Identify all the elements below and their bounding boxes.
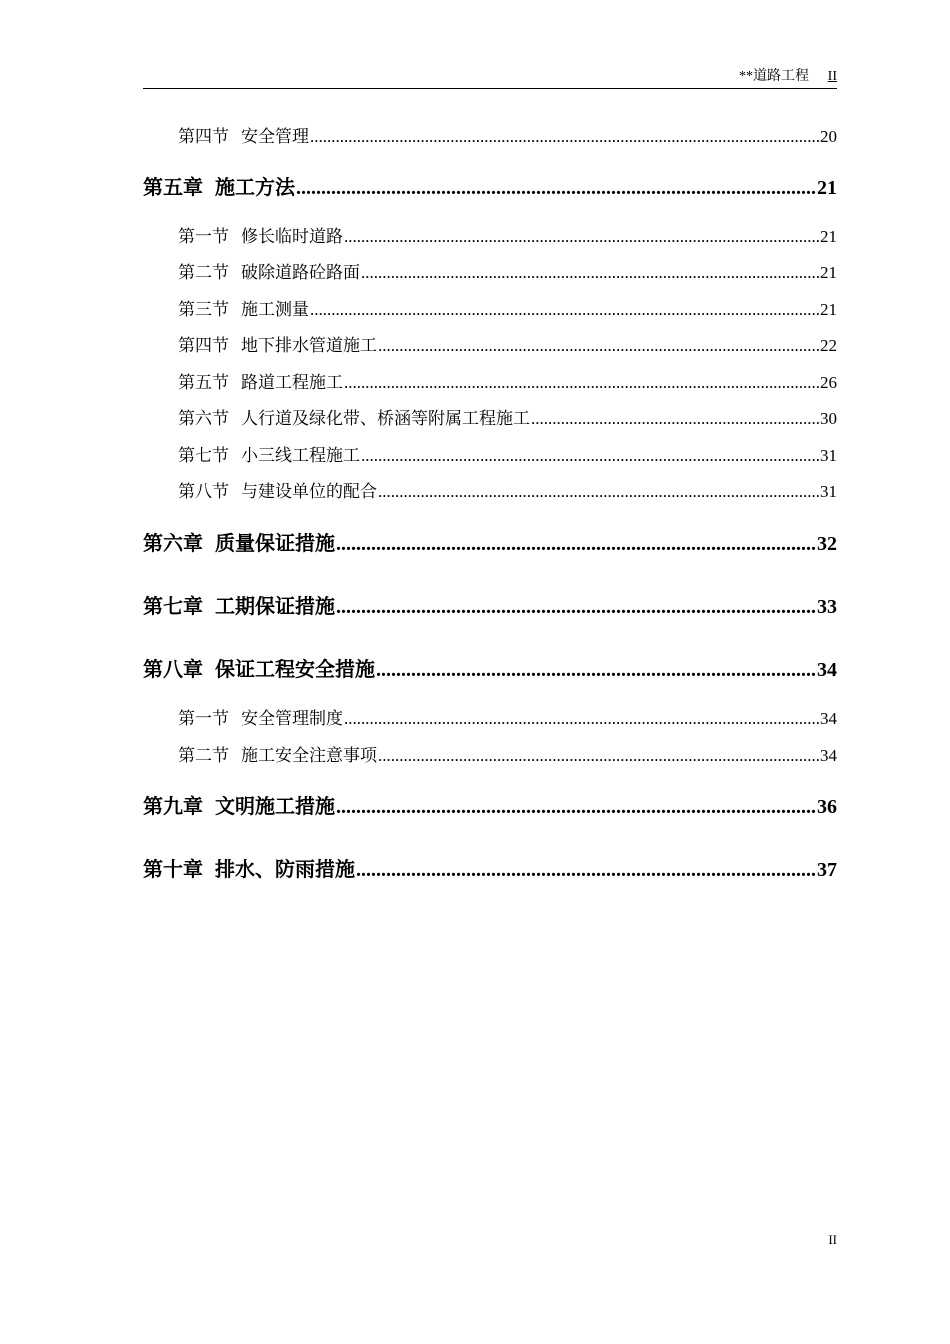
toc-entry-title: 与建设单位的配合 <box>241 482 377 501</box>
page-header <box>143 68 837 89</box>
toc-leader-dots <box>361 262 819 284</box>
toc-leader-dots <box>344 226 819 248</box>
toc-leader-dots <box>336 794 816 820</box>
toc-entry[interactable] <box>143 226 837 248</box>
toc-entry-number: 第八节 <box>178 482 229 501</box>
toc-entry-number: 第四节 <box>178 336 229 355</box>
toc-entry-number: 第一节 <box>178 709 229 728</box>
toc-entry-page: 31 <box>820 446 837 465</box>
toc-entry-page: 32 <box>817 533 837 555</box>
toc-entry-title: 施工方法 <box>215 175 295 199</box>
footer-page-number: II <box>828 1232 837 1247</box>
toc-entry-title: 小三线工程施工 <box>241 446 360 465</box>
toc-entry-page: 36 <box>817 796 837 818</box>
toc-chapter-entry[interactable] <box>143 656 837 683</box>
toc-entry-title: 修长临时道路 <box>241 227 343 246</box>
toc-entry[interactable] <box>143 335 837 357</box>
header-page-number: II <box>827 69 837 84</box>
toc-entry-page: 37 <box>817 859 837 881</box>
toc-entry[interactable] <box>143 126 837 148</box>
toc-entry-page: 33 <box>817 596 837 618</box>
toc-entry-page: 21 <box>817 177 837 199</box>
toc-entry-number: 第二节 <box>178 263 229 282</box>
toc-leader-dots <box>310 299 819 321</box>
toc-chapter-entry[interactable] <box>143 593 837 620</box>
toc-leader-dots <box>296 175 816 201</box>
toc-leader-dots <box>531 408 819 430</box>
toc-entry[interactable] <box>143 299 837 321</box>
toc-leader-dots <box>344 708 819 730</box>
toc-entry-page: 20 <box>820 127 837 146</box>
toc-entry-number: 第八章 <box>143 657 203 681</box>
toc-entry-title: 文明施工措施 <box>215 794 335 818</box>
toc-entry[interactable] <box>143 481 837 503</box>
toc-chapter-entry[interactable] <box>143 856 837 883</box>
toc-entry-number: 第七章 <box>143 594 203 618</box>
toc-entry-title: 质量保证措施 <box>215 531 335 555</box>
toc-entry-title: 人行道及绿化带、桥涵等附属工程施工 <box>241 409 530 428</box>
toc-entry-page: 34 <box>820 746 837 765</box>
toc-entry-number: 第三节 <box>178 300 229 319</box>
toc-entry-page: 26 <box>820 373 837 392</box>
toc-entry-number: 第一节 <box>178 227 229 246</box>
toc-entry-page: 21 <box>820 227 837 246</box>
toc-entry-title: 地下排水管道施工 <box>241 336 377 355</box>
toc-entry-number: 第四节 <box>178 127 229 146</box>
toc-entry-number: 第十章 <box>143 857 203 881</box>
toc-entry[interactable] <box>143 445 837 467</box>
toc-entry[interactable] <box>143 708 837 730</box>
toc-leader-dots <box>376 657 816 683</box>
toc-leader-dots <box>336 594 816 620</box>
toc-leader-dots <box>356 857 816 883</box>
toc-entry-number: 第五章 <box>143 175 203 199</box>
toc-chapter-entry[interactable] <box>143 530 837 557</box>
toc-entry-title: 破除道路砼路面 <box>241 263 360 282</box>
toc-entry-page: 34 <box>817 659 837 681</box>
toc-entry[interactable] <box>143 745 837 767</box>
toc-entry-title: 排水、防雨措施 <box>215 857 355 881</box>
toc-entry-page: 21 <box>820 263 837 282</box>
toc-entry-title: 安全管理 <box>241 127 309 146</box>
toc-entry-title: 保证工程安全措施 <box>215 657 375 681</box>
toc-entry-title: 施工测量 <box>241 300 309 319</box>
toc-entry-number: 第九章 <box>143 794 203 818</box>
toc-entry-page: 22 <box>820 336 837 355</box>
toc-leader-dots <box>310 126 819 148</box>
toc-leader-dots <box>378 745 819 767</box>
toc-entry-number: 第五节 <box>178 373 229 392</box>
toc-entry[interactable] <box>143 372 837 394</box>
toc-leader-dots <box>378 481 819 503</box>
toc-entry-title: 施工安全注意事项 <box>241 746 377 765</box>
toc-leader-dots <box>378 335 819 357</box>
toc-leader-dots <box>344 372 819 394</box>
toc-entry-page: 30 <box>820 409 837 428</box>
toc-entry-page: 34 <box>820 709 837 728</box>
toc-entry-title: 路道工程施工 <box>241 373 343 392</box>
toc-chapter-entry[interactable] <box>143 793 837 820</box>
toc-entry-number: 第六章 <box>143 531 203 555</box>
header-title: **道路工程 <box>739 69 809 84</box>
toc-entry[interactable] <box>143 408 837 430</box>
toc-entry-title: 安全管理制度 <box>241 709 343 728</box>
toc-leader-dots <box>336 531 816 557</box>
toc-chapter-entry[interactable] <box>143 174 837 201</box>
toc-entry-number: 第二节 <box>178 746 229 765</box>
toc-entry[interactable] <box>143 262 837 284</box>
toc-entry-title: 工期保证措施 <box>215 594 335 618</box>
toc-entry-page: 21 <box>820 300 837 319</box>
toc-entry-number: 第七节 <box>178 446 229 465</box>
toc-entry-page: 31 <box>820 482 837 501</box>
toc-leader-dots <box>361 445 819 467</box>
toc-entry-number: 第六节 <box>178 409 229 428</box>
